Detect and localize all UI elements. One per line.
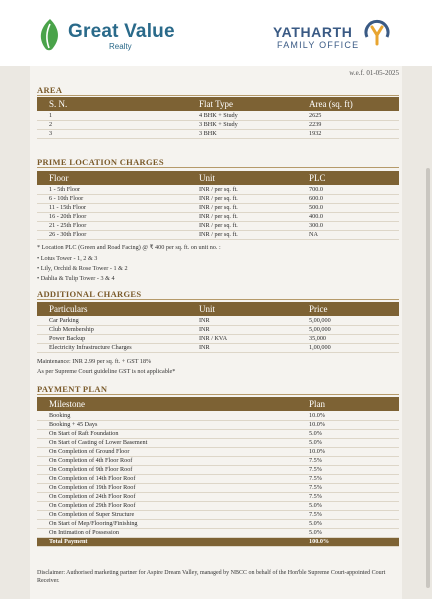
total-row [37, 537, 399, 546]
additional-table [37, 302, 399, 353]
col-floor: Floor [37, 171, 187, 185]
table-row: On Start of Raft Foundation 5.0% [37, 429, 399, 438]
col-flat-type: Flat Type [187, 97, 297, 111]
great-value-name: Great Value [68, 21, 175, 42]
green-leaf-icon [37, 18, 63, 52]
table-row: Power Backup INR / KVA 35,000 [37, 334, 399, 343]
brand-header [0, 0, 432, 66]
plc-note-item: • Lily, Orchid & Rose Tower - 1 & 2 [37, 265, 128, 272]
table-row: 21 - 25th Floor INR / per sq. ft. 300.0 [37, 221, 399, 230]
table-row: On Completion of 14th Floor Roof 7.5% [37, 474, 399, 483]
plc-rule [37, 167, 399, 168]
table-row: Electricity Infrastructure Charges INR 1,00,000 [37, 343, 399, 352]
plc-title: PRIME LOCATION CHARGES [37, 157, 164, 167]
additional-title: ADDITIONAL CHARGES [37, 289, 142, 299]
col-unit: Unit [187, 171, 297, 185]
additional-rule [37, 299, 399, 300]
table-row: 16 - 20th Floor INR / per sq. ft. 400.0 [37, 212, 399, 221]
great-value-sub: Realty [109, 42, 132, 51]
col-sn: S. N. [37, 97, 187, 111]
table-row: On Completion of 4th Floor Roof 7.5% [37, 456, 399, 465]
table-row: On Completion of Super Structure 7.5% [37, 510, 399, 519]
table-row: 11 - 15th Floor INR / per sq. ft. 500.0 [37, 203, 399, 212]
yatharth-sub: FAMILY OFFICE [277, 40, 360, 50]
table-row: Booking + 45 Days 10.0% [37, 420, 399, 429]
col-plan: Plan [297, 397, 399, 411]
disclaimer: Disclaimer: Authorised marketing partner for Aspire Dream Valley, managed by NBCC on behalf of the Hon'ble Supreme Court-appointed Court Receiver. [37, 570, 386, 584]
yatharth-emblem-icon [361, 17, 393, 49]
table-row: On Completion of 24th Floor Roof 7.5% [37, 492, 399, 501]
table-row: On Start of Casting of Lower Basement 5.0% [37, 438, 399, 447]
plc-note-item: • Dahlia & Tulip Tower - 3 & 4 [37, 275, 115, 282]
col-price: Price [297, 302, 399, 316]
table-row: 1 - 5th Floor INR / per sq. ft. 700.0 [37, 185, 399, 194]
col-milestone: Milestone [37, 397, 297, 411]
table-row: On Completion of 19th Floor Roof 7.5% [37, 483, 399, 492]
plc-note: * Location PLC (Green and Road Facing) @ ₹ 400 per sq. ft. on unit no. : [37, 244, 221, 251]
table-row: Club Membership INR 5,00,000 [37, 325, 399, 334]
table-row: On Intimation of Possession 5.0% [37, 528, 399, 537]
effective-date: w.e.f. 01-05-2025 [349, 69, 399, 77]
table-row: On Completion of 9th Floor Roof 7.5% [37, 465, 399, 474]
payment-rule [37, 394, 399, 395]
maintenance-note: Maintenance: INR 2.99 per sq. ft. + GST 18% [37, 358, 152, 365]
area-table [37, 97, 399, 139]
table-row: 2 3 BHK + Study 2239 [37, 120, 399, 129]
scrollbar[interactable] [426, 168, 430, 588]
payment-table [37, 397, 399, 547]
col-unit: Unit [187, 302, 297, 316]
table-row: 1 4 BHK + Study 2625 [37, 111, 399, 120]
table-row: Car Parking INR 5,00,000 [37, 316, 399, 325]
col-plc: PLC [297, 171, 399, 185]
table-row: On Start of Mep/Flooring/Finishing 5.0% [37, 519, 399, 528]
table-row: 3 3 BHK 1932 [37, 129, 399, 138]
payment-title: PAYMENT PLAN [37, 384, 108, 394]
plc-note-item: • Lotus Tower - 1, 2 & 3 [37, 255, 98, 262]
area-title: AREA [37, 85, 63, 95]
table-row: On Completion of Ground Floor 10.0% [37, 447, 399, 456]
col-area: Area (sq. ft) [297, 97, 399, 111]
col-particulars: Particulars [37, 302, 187, 316]
total-value: 100.0% [297, 537, 399, 546]
yatharth-name: YATHARTH [273, 24, 353, 40]
table-row: On Completion of 29th Floor Roof 5.0% [37, 501, 399, 510]
gst-note: As per Supreme Court guideline GST is not applicable* [37, 368, 176, 375]
table-row: 26 - 30th Floor INR / per sq. ft. NA [37, 230, 399, 239]
table-row: Booking 10.0% [37, 411, 399, 420]
plc-table [37, 171, 399, 240]
area-rule [37, 95, 399, 96]
total-label: Total Payment [37, 537, 297, 546]
table-row: 6 - 10th Floor INR / per sq. ft. 600.0 [37, 194, 399, 203]
